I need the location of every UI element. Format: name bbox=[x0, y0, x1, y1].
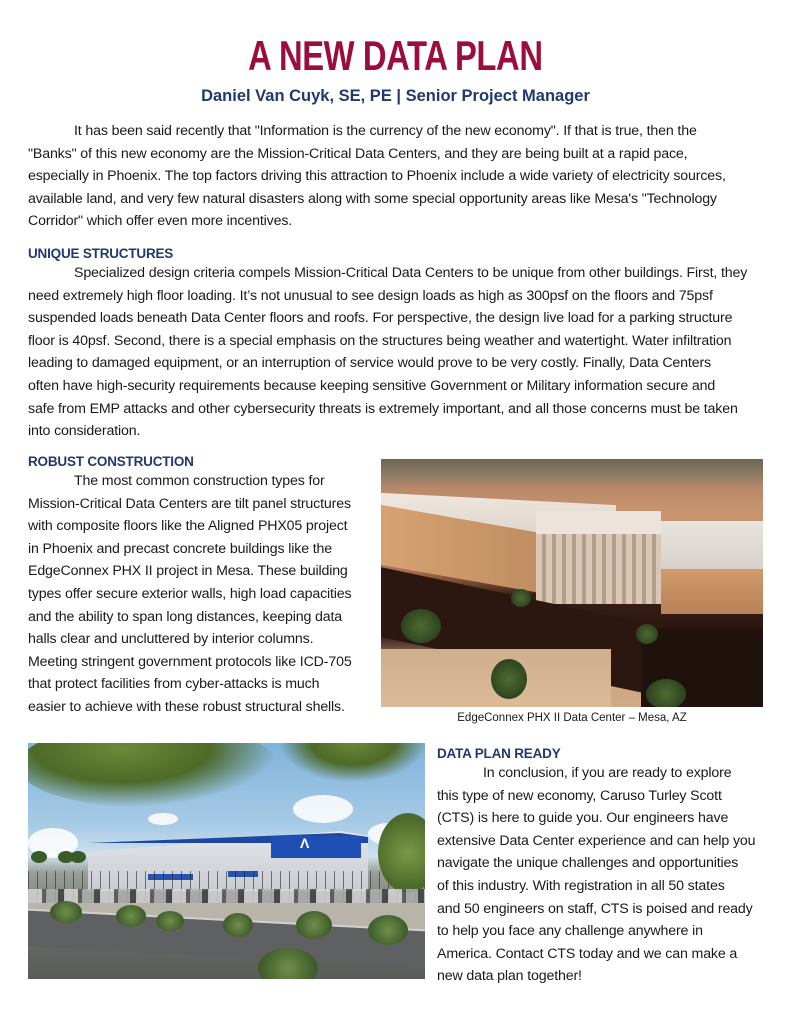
text-line: available land, and very few natural disasters along with some special opportunity areas like Mesa's "Technology bbox=[28, 190, 717, 207]
text-line: In conclusion, if you are ready to explore bbox=[483, 765, 732, 781]
text-line: to help you face any challenge anywhere in bbox=[437, 923, 703, 940]
author-byline: Daniel Van Cuyk, SE, PE | Senior Project Manager bbox=[201, 87, 590, 105]
text-line: The most common construction types for bbox=[74, 473, 325, 489]
text-line: It has been said recently that "Information is the currency of the new economy". If that is true, then the bbox=[74, 123, 697, 139]
text-line: and the ability to span long distances, keeping data bbox=[28, 608, 343, 625]
edgeconnex-data-center-photo bbox=[381, 459, 763, 707]
text-line: Specialized design criteria compels Mission-Critical Data Centers to be unique from other buildings. First, they bbox=[74, 265, 748, 281]
text-line: (CTS) is here to guide you. Our engineers have bbox=[437, 810, 729, 827]
text-line: floor is 40psf. Second, there is a special emphasis on the structures being weather and watertight. Water infiltration bbox=[28, 332, 732, 349]
text-line: with composite floors like the Aligned PHX05 project bbox=[28, 518, 348, 535]
text-line: types offer secure exterior walls, high load capacities bbox=[28, 585, 352, 602]
text-line: Corridor" which offer even more incentives. bbox=[28, 213, 293, 230]
text-line: safe from EMP attacks and other cybersecurity threats is extremely important, and all those concerns must be taken bbox=[28, 400, 738, 417]
text-line: easier to achieve with these robust structural shells. bbox=[28, 698, 345, 715]
text-line: halls clear and uncluttered by interior columns. bbox=[28, 631, 314, 648]
section-heading-unique-structures: UNIQUE STRUCTURES bbox=[28, 246, 174, 261]
section-heading-data-plan-ready: DATA PLAN READY bbox=[437, 746, 561, 761]
text-line: extensive Data Center experience and can help you bbox=[437, 832, 756, 849]
text-line: EdgeConnex PHX II project in Mesa. These building bbox=[28, 563, 348, 580]
unique-structures-paragraph bbox=[28, 262, 778, 443]
text-line: new data plan together! bbox=[437, 968, 582, 985]
text-line: navigate the unique challenges and opportunities bbox=[437, 855, 739, 872]
article-title: A NEW DATA PLAN bbox=[248, 32, 543, 79]
text-line: of this industry. With registration in all 50 states bbox=[437, 877, 725, 894]
text-line: this type of new economy, Caruso Turley Scott bbox=[437, 787, 722, 804]
text-line: in Phoenix and precast concrete buildings like the bbox=[28, 540, 333, 557]
text-line: often have high-security requirements because keeping sensitive Government or Military information secure and bbox=[28, 377, 716, 394]
text-line: especially in Phoenix. The top factors driving this attraction to Phoenix include a wide variety of electricity sources, bbox=[28, 168, 726, 185]
data-plan-ready-paragraph bbox=[437, 762, 782, 988]
photo-caption: EdgeConnex PHX II Data Center – Mesa, AZ bbox=[457, 712, 687, 724]
aligned-data-center-photo bbox=[28, 743, 425, 979]
text-line: into consideration. bbox=[28, 423, 141, 440]
building-logo-icon: Λ bbox=[300, 835, 310, 851]
section-heading-robust-construction: ROBUST CONSTRUCTION bbox=[28, 454, 194, 469]
text-line: suspended loads beneath Data Center floors and roofs. For perspective, the design live load for a parking structure bbox=[28, 310, 733, 327]
text-line: America. Contact CTS today and we can make a bbox=[437, 945, 738, 962]
robust-construction-paragraph bbox=[28, 470, 378, 719]
text-line: leading to damaged equipment, or an interruption of service would prove to be very costly. Finally, Data Centers bbox=[28, 355, 711, 372]
text-line: that protect facilities from cyber-attacks is much bbox=[28, 676, 320, 693]
text-line: Mission-Critical Data Centers are tilt panel structures bbox=[28, 495, 351, 512]
text-line: Meeting stringent government protocols like ICD-705 bbox=[28, 653, 352, 670]
text-line: need extremely high floor loading. It’s not unusual to see design loads as high as 300psf on the floors and 75psf bbox=[28, 287, 713, 304]
intro-paragraph bbox=[28, 120, 778, 233]
text-line: "Banks" of this new economy are the Mission-Critical Data Centers, and they are being built at a rapid pace, bbox=[28, 145, 688, 162]
text-line: and 50 engineers on staff, CTS is poised and ready bbox=[437, 900, 753, 917]
